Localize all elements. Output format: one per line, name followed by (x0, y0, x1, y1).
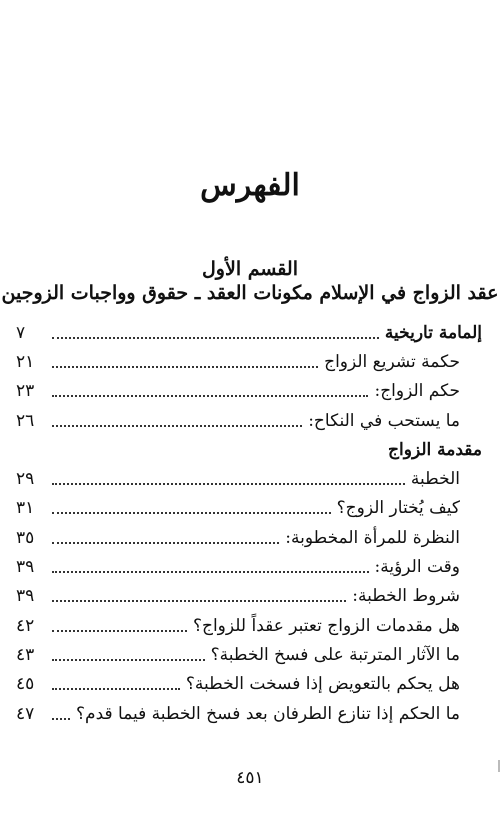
toc-entry-page: ٢١ (16, 351, 35, 372)
toc-entry-label: كيف يُختار الزوج؟ (336, 498, 460, 519)
toc-entry (16, 670, 486, 699)
toc-entry (16, 640, 486, 669)
toc-entry-page: ٤٢ (16, 615, 35, 636)
toc-leader-dots (52, 718, 70, 720)
toc-entry-page: ٤٣ (16, 644, 35, 665)
toc-entry-label: وقت الرؤية: (374, 557, 460, 578)
toc-entry-page: ٢٦ (16, 410, 35, 431)
toc-entry-page: ٢٩ (16, 469, 35, 490)
toc-entry-page: ٣٩ (16, 557, 35, 578)
toc-entry-label: شروط الخطبة: (352, 586, 460, 607)
toc-entry (16, 699, 486, 728)
toc-entry-label: هل يحكم بالتعويض إذا فسخت الخطبة؟ (185, 674, 460, 695)
toc-leader-dots (52, 366, 318, 368)
toc-entry-page: ٢٣ (16, 381, 35, 402)
table-of-contents (16, 318, 486, 728)
toc-entry-label: الخطبة (410, 469, 460, 490)
toc-entry-label: ما الآثار المترتبة على فسخ الخطبة؟ (210, 644, 460, 665)
toc-entry (16, 406, 486, 435)
toc-leader-dots (52, 600, 346, 602)
toc-leader-dots (52, 512, 331, 514)
page-title: الفهرس (200, 168, 300, 203)
toc-entry-page: ٣١ (16, 498, 35, 519)
toc-entry-page: ٤٥ (16, 674, 35, 695)
toc-entry-label: ما يستحب في النكاح: (308, 410, 460, 431)
toc-entry-label: مقدمة الزواج (388, 439, 482, 460)
toc-entry-label: حكمة تشريع الزواج (324, 351, 460, 372)
toc-leader-dots (52, 630, 187, 632)
toc-heading (16, 435, 486, 464)
toc-leader-dots (52, 483, 405, 485)
toc-entry-label: إلمامة تاريخية (384, 322, 482, 343)
toc-entry (16, 552, 486, 581)
toc-entry (16, 464, 486, 493)
toc-entry (16, 494, 486, 523)
toc-heading (16, 318, 486, 347)
toc-entry (16, 523, 486, 552)
toc-entry-label: حكم الزواج: (374, 381, 460, 402)
toc-entry-label: النظرة للمرأة المخطوبة: (285, 527, 460, 548)
toc-entry (16, 611, 486, 640)
toc-entry-page: ٧ (16, 322, 26, 343)
toc-leader-dots (52, 571, 369, 573)
page-number: ٤٥١ (236, 768, 264, 788)
toc-entry (16, 582, 486, 611)
toc-leader-dots (52, 425, 302, 427)
toc-leader-dots (52, 659, 205, 661)
toc-leader-dots (52, 688, 180, 690)
toc-leader-dots (52, 337, 379, 339)
toc-entry-page: ٣٩ (16, 586, 35, 607)
toc-entry-label: ما الحكم إذا تنازع الطرفان بعد فسخ الخطبة فيما قدم؟ (76, 703, 460, 724)
toc-entry-label: هل مقدمات الزواج تعتبر عقداً للزواج؟ (192, 615, 460, 636)
section-title: عقد الزواج في الإسلام مكونات العقد ـ حقوق وواجبات الزوجين (1, 282, 499, 304)
toc-leader-dots (52, 395, 368, 397)
toc-entry (16, 377, 486, 406)
toc-leader-dots (52, 542, 279, 544)
toc-entry-page: ٤٧ (16, 703, 35, 724)
section-label: القسم الأول (202, 258, 298, 280)
toc-entry (16, 347, 486, 376)
toc-entry-page: ٣٥ (16, 527, 35, 548)
